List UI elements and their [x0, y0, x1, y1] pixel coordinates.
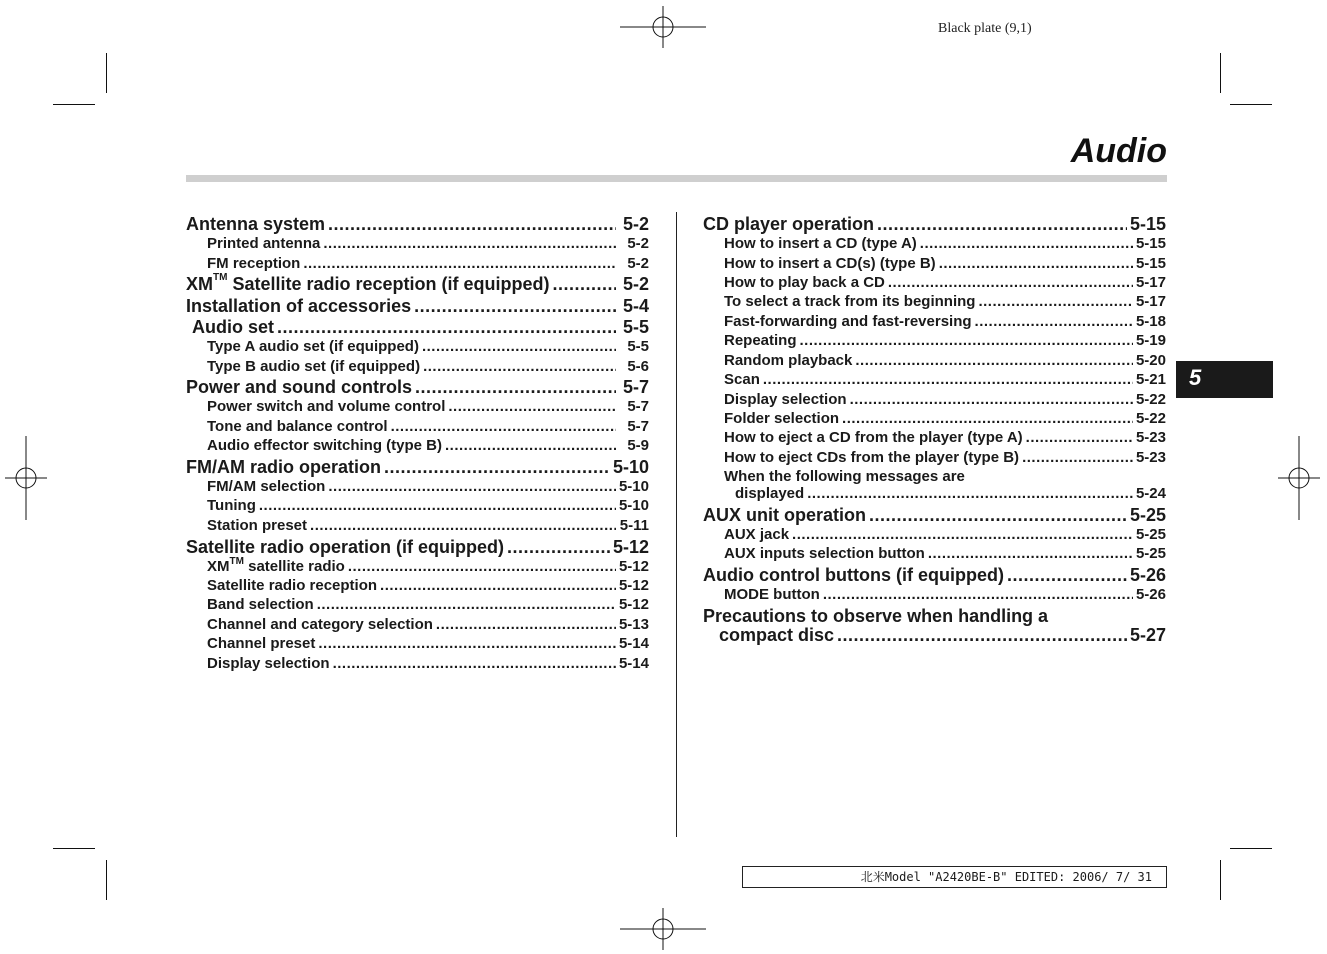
page-title: Audio — [1070, 132, 1167, 170]
toc-entry[interactable]: Installation of accessories ..... 5-4 — [186, 295, 649, 317]
crop-mark — [106, 53, 107, 93]
toc-entry[interactable]: Tone and balance control ..... 5-7 — [207, 417, 649, 436]
toc-entry[interactable]: AUX jack ..... 5-25 — [724, 525, 1166, 544]
toc-entry[interactable]: How to insert a CD(s) (type B) ..... 5-15 — [724, 254, 1166, 273]
toc-entry[interactable]: Folder selection ..... 5-22 — [724, 409, 1166, 428]
toc-entry[interactable]: displayed ..... 5-24 — [735, 484, 1166, 503]
toc-entry[interactable]: Power switch and volume control ..... 5-7 — [207, 397, 649, 416]
toc-entry[interactable]: How to eject a CD from the player (type A) ..... 5-23 — [724, 428, 1166, 447]
toc-entry[interactable]: FM/AM radio operation ..... 5-10 — [186, 456, 649, 478]
crop-mark — [1220, 860, 1221, 900]
toc-entry[interactable]: AUX unit operation ..... 5-25 — [703, 504, 1166, 526]
toc-entry[interactable]: Display selection ..... 5-14 — [207, 654, 649, 673]
toc-entry[interactable]: Display selection ..... 5-22 — [724, 390, 1166, 409]
toc-entry[interactable]: Audio effector switching (type B) ..... 5-9 — [207, 436, 649, 455]
toc-entry[interactable]: FM/AM selection ..... 5-10 — [207, 477, 649, 496]
chapter-number: 5 — [1189, 365, 1202, 390]
toc-entry[interactable]: Type A audio set (if equipped) ..... 5-5 — [207, 337, 649, 356]
toc-entry[interactable]: Power and sound controls ..... 5-7 — [186, 376, 649, 398]
toc-entry[interactable]: Antenna system ..... 5-2 — [186, 213, 649, 235]
toc-entry[interactable]: Type B audio set (if equipped) ..... 5-6 — [207, 357, 649, 376]
title-rule — [186, 175, 1167, 182]
toc-entry[interactable]: AUX inputs selection button ..... 5-25 — [724, 544, 1166, 563]
toc-entry[interactable]: Scan ..... 5-21 — [724, 370, 1166, 389]
toc-entry[interactable]: Satellite radio reception ..... 5-12 — [207, 576, 649, 595]
toc-entry[interactable]: Station preset ..... 5-11 — [207, 516, 649, 535]
toc-entry[interactable]: How to eject CDs from the player (type B) ..... 5-23 — [724, 448, 1166, 467]
registration-mark-top — [620, 6, 706, 48]
toc-entry[interactable]: To select a track from its beginning ..... 5-17 — [724, 292, 1166, 311]
toc-entry[interactable]: Tuning ..... 5-10 — [207, 496, 649, 515]
crop-mark — [1230, 104, 1272, 105]
toc-entry[interactable]: Fast-forwarding and fast-reversing ..... 5-18 — [724, 312, 1166, 331]
toc-entry[interactable]: Band selection ..... 5-12 — [207, 595, 649, 614]
toc-entry[interactable]: CD player operation ..... 5-15 — [703, 213, 1166, 235]
toc-entry[interactable]: Random playback ..... 5-20 — [724, 351, 1166, 370]
toc-entry-line1[interactable]: When the following messages are — [724, 468, 965, 485]
toc-entry[interactable]: Channel preset ..... 5-14 — [207, 634, 649, 653]
registration-mark-right — [1278, 436, 1320, 520]
registration-mark-bottom — [620, 908, 706, 950]
toc-entry[interactable]: XM™ satellite radio ..... 5-12 — [207, 557, 649, 576]
toc-entry[interactable]: Satellite radio operation (if equipped) ..... 5-12 — [186, 536, 649, 558]
crop-mark — [1220, 53, 1221, 93]
toc-entry[interactable]: Audio control buttons (if equipped) ..... 5-26 — [703, 564, 1166, 586]
toc-entry[interactable]: Repeating ..... 5-19 — [724, 331, 1166, 350]
toc-entry[interactable]: FM reception ..... 5-2 — [207, 254, 649, 273]
crop-mark — [1230, 848, 1272, 849]
toc-entry[interactable]: Audio set ..... 5-5 — [192, 316, 649, 338]
toc-entry-line1[interactable]: Precautions to observe when handling a — [703, 606, 1049, 626]
footer-edit-stamp: 北米Model "A2420BE-B" EDITED: 2006/ 7/ 31 — [742, 866, 1167, 888]
toc-entry[interactable]: Printed antenna ..... 5-2 — [207, 234, 649, 253]
plate-label: Black plate (9,1) — [938, 21, 1032, 36]
toc-entry[interactable]: compact disc ..... 5-27 — [719, 624, 1166, 646]
toc-entry[interactable]: MODE button ..... 5-26 — [724, 585, 1166, 604]
toc-entry[interactable]: Channel and category selection ..... 5-13 — [207, 615, 649, 634]
crop-mark — [106, 860, 107, 900]
crop-mark — [53, 104, 95, 105]
toc-entry[interactable]: XM™ Satellite radio reception (if equipped) ..... 5-2 — [186, 273, 649, 295]
registration-mark-left — [5, 436, 47, 520]
toc-entry[interactable]: How to play back a CD ..... 5-17 — [724, 273, 1166, 292]
crop-mark — [53, 848, 95, 849]
column-divider — [676, 212, 677, 837]
toc-entry[interactable]: How to insert a CD (type A) ..... 5-15 — [724, 234, 1166, 253]
